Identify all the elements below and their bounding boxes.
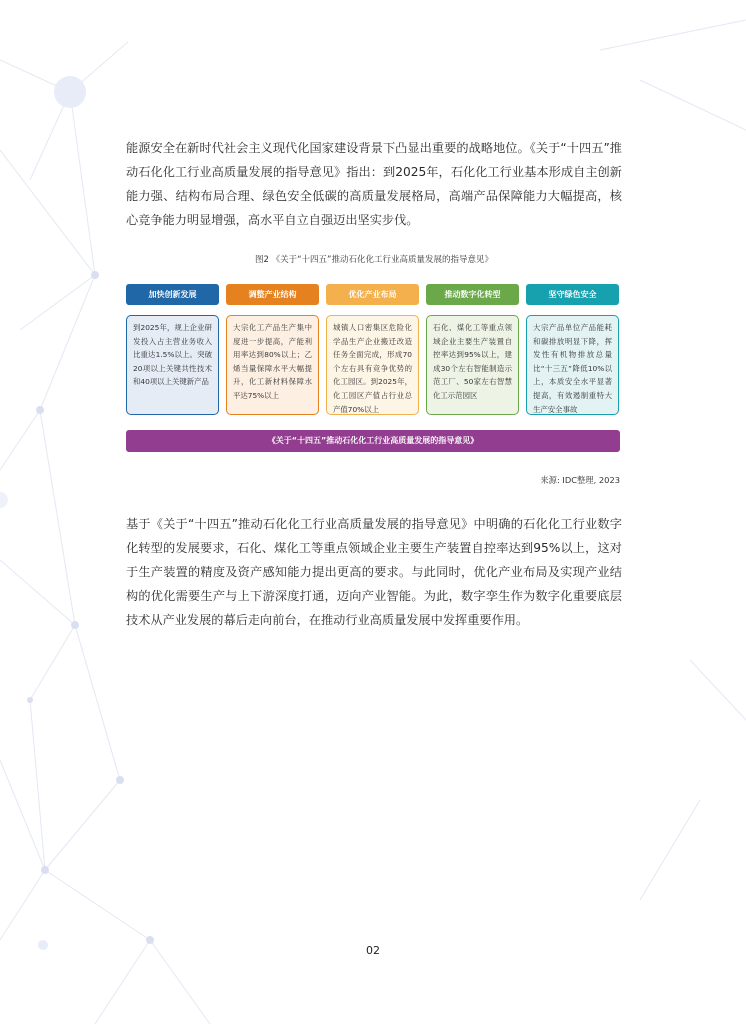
figure-column-layout — [326, 284, 419, 415]
figure-title: 图2 《关于“十四五”推动石化化工行业高质量发展的指导意见》 — [255, 255, 493, 265]
page-number: 02 — [366, 944, 380, 957]
figure-column-innovation — [126, 284, 219, 415]
column-header: 推动数字化转型 — [426, 284, 519, 305]
column-text-box: 城镇人口密集区危险化学品生产企业搬迁改造任务全面完成，形成70个左右具有竞争优势的化工园区。到2025年，化工园区产值占行业总产值70%以上 — [326, 315, 419, 415]
figure-column-digital — [426, 284, 519, 415]
column-text-box: 到2025年，规上企业研发投入占主营业务收入比重达1.5%以上。突破20项以上关键共性技术和40项以上关键新产品 — [126, 315, 219, 415]
column-text-box: 大宗化工产品生产集中度进一步提高，产能利用率达到80%以上；乙烯当量保障水平大幅提升，化工新材料保障水平达75%以上 — [226, 315, 319, 415]
column-text-box: 石化、煤化工等重点领域企业主要生产装置自控率达到95%以上，建成30个左右智能制造示范工厂、50家左右智慧化工示范园区 — [426, 315, 519, 415]
figure-source: 来源: IDC整理, 2023 — [540, 475, 620, 485]
column-header: 坚守绿色安全 — [526, 284, 619, 305]
column-header: 调整产业结构 — [226, 284, 319, 305]
column-header: 优化产业布局 — [326, 284, 419, 305]
column-header: 加快创新发展 — [126, 284, 219, 305]
column-text-box: 大宗产品单位产品能耗和碳排放明显下降，挥发性有机物排放总量比“十三五”降低10%以上，本质安全水平显著提高，有效遏制重特大生产安全事故 — [526, 315, 619, 415]
body-paragraph-1: 能源安全在新时代社会主义现代化国家建设背景下凸显出重要的战略地位。《关于“十四五”推动石化化工行业高质量发展的指导意见》指出：到2025年，石化化工行业基本形成自主创新能力强、结构布局合理、绿色安全低碳的高质量发展格局，高端产品保障能力大幅提高，核心竞争能力明显增强，高水平自立自强迈出坚实步伐。 — [126, 141, 622, 227]
figure-column-green-safety — [526, 284, 619, 415]
body-paragraph-2: 基于《关于“十四五”推动石化化工行业高质量发展的指导意见》中明确的石化化工行业数字化转型的发展要求，石化、煤化工等重点领域企业主要生产装置自控率达到95%以上，这对于生产装置的精度及资产感知能力提出更高的要求。与此同时，优化产业布局及实现产业结构的优化需要生产与上下游深度打通，迈向产业智能。为此，数字孪生作为数字化重要底层技术从产业发展的幕后走向前台，在推动行业高质量发展中发挥重要作用。 — [126, 517, 622, 627]
figure-banner: 《关于“十四五”推动石化化工行业高质量发展的指导意见》 — [126, 430, 620, 452]
figure-column-structure — [226, 284, 319, 415]
